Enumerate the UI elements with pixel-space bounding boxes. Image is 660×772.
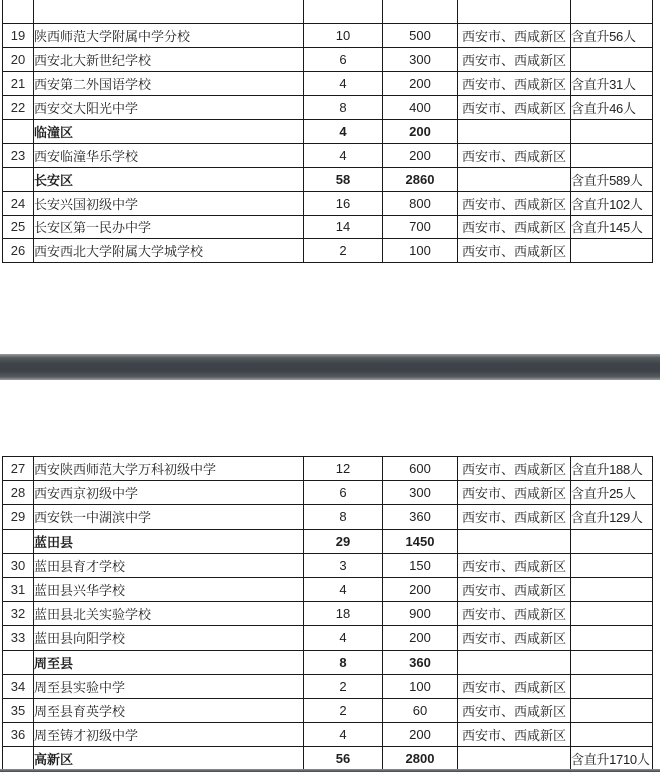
school-name-cell: 周至县 — [34, 650, 304, 674]
class-count-cell: 4 — [304, 723, 383, 747]
school-name-cell: 蓝田县兴华学校 — [34, 577, 304, 601]
student-count-cell: 60 — [383, 698, 458, 722]
class-count-cell: 14 — [304, 215, 383, 239]
region-cell: 西安市、西咸新区 — [458, 602, 571, 626]
table-row — [3, 723, 653, 747]
student-count-cell: 2800 — [383, 747, 458, 771]
region-cell — [458, 529, 571, 553]
school-name-cell: 长安区第一民办中学 — [34, 215, 304, 239]
region-cell: 西安市、西咸新区 — [458, 24, 571, 48]
table-row — [3, 24, 653, 48]
school-name-cell: 西安铁一中湖滨中学 — [34, 505, 304, 529]
school-name-cell: 蓝田县 — [34, 529, 304, 553]
school-name-cell: 西安第二外国语学校 — [34, 72, 304, 96]
region-cell: 西安市、西咸新区 — [458, 191, 571, 215]
class-count-cell: 2 — [304, 239, 383, 263]
school-name-cell: 西安西北大学附属大学城学校 — [34, 239, 304, 263]
row-number-cell: 31 — [3, 577, 34, 601]
note-cell — [571, 698, 653, 722]
student-count-cell: 800 — [383, 191, 458, 215]
school-name-cell: 高新区 — [34, 747, 304, 771]
student-count-cell: 500 — [383, 24, 458, 48]
note-cell — [571, 48, 653, 72]
table-row — [3, 119, 653, 143]
class-count-cell: 8 — [304, 505, 383, 529]
region-cell: 西安市、西咸新区 — [458, 481, 571, 505]
region-cell — [458, 650, 571, 674]
school-name-cell: 西安临潼华乐学校 — [34, 143, 304, 167]
row-number-cell — [3, 650, 34, 674]
document-page-1 — [0, 0, 660, 260]
student-count-cell: 1450 — [383, 529, 458, 553]
row-number-cell: 21 — [3, 72, 34, 96]
row-number-cell: 26 — [3, 239, 34, 263]
region-cell: 西安市、西咸新区 — [458, 96, 571, 120]
clipped-row — [3, 0, 653, 24]
table-row — [3, 167, 653, 191]
class-count-cell: 4 — [304, 577, 383, 601]
note-cell: 含直升25人 — [571, 481, 653, 505]
table-row — [3, 481, 653, 505]
school-name-cell: 周至铸才初级中学 — [34, 723, 304, 747]
table-row — [3, 457, 653, 481]
note-cell: 含直升102人 — [571, 191, 653, 215]
table-row — [3, 577, 653, 601]
table-row — [3, 191, 653, 215]
note-cell: 含直升129人 — [571, 505, 653, 529]
class-count-cell: 2 — [304, 674, 383, 698]
note-cell: 含直升56人 — [571, 24, 653, 48]
region-cell: 西安市、西咸新区 — [458, 698, 571, 722]
student-count-cell: 200 — [383, 119, 458, 143]
row-number-cell: 20 — [3, 48, 34, 72]
table-row — [3, 553, 653, 577]
class-count-cell: 29 — [304, 529, 383, 553]
table-row — [3, 698, 653, 722]
student-count-cell: 200 — [383, 626, 458, 650]
student-count-cell: 900 — [383, 602, 458, 626]
school-name-cell: 长安兴国初级中学 — [34, 191, 304, 215]
school-name-cell: 西安陕西师范大学万科初级中学 — [34, 457, 304, 481]
note-cell — [571, 723, 653, 747]
class-count-cell: 58 — [304, 167, 383, 191]
class-count-cell: 12 — [304, 457, 383, 481]
school-name-cell: 临潼区 — [34, 119, 304, 143]
school-name-cell: 西安北大新世纪学校 — [34, 48, 304, 72]
class-count-cell: 4 — [304, 143, 383, 167]
student-count-cell: 200 — [383, 143, 458, 167]
table-row — [3, 215, 653, 239]
note-cell: 含直升589人 — [571, 167, 653, 191]
document-page-2 — [0, 456, 660, 772]
class-count-cell: 10 — [304, 24, 383, 48]
class-count-cell: 16 — [304, 191, 383, 215]
class-count-cell: 4 — [304, 119, 383, 143]
student-count-cell: 300 — [383, 481, 458, 505]
note-cell — [571, 553, 653, 577]
table-row — [3, 626, 653, 650]
note-cell — [571, 602, 653, 626]
row-number-cell — [3, 167, 34, 191]
table-row — [3, 674, 653, 698]
table-row — [3, 602, 653, 626]
row-number-cell — [3, 529, 34, 553]
note-cell — [571, 577, 653, 601]
school-name-cell: 周至县育英学校 — [34, 698, 304, 722]
table-row — [3, 72, 653, 96]
note-cell — [571, 119, 653, 143]
row-number-cell: 32 — [3, 602, 34, 626]
note-cell: 含直升145人 — [571, 215, 653, 239]
class-count-cell: 4 — [304, 72, 383, 96]
note-cell — [571, 143, 653, 167]
note-cell: 含直升188人 — [571, 457, 653, 481]
note-cell — [571, 239, 653, 263]
school-name-cell: 西安西京初级中学 — [34, 481, 304, 505]
enrollment-table-page2 — [2, 456, 653, 771]
student-count-cell: 600 — [383, 457, 458, 481]
region-cell: 西安市、西咸新区 — [458, 457, 571, 481]
table-row — [3, 529, 653, 553]
region-cell: 西安市、西咸新区 — [458, 505, 571, 529]
note-cell — [571, 650, 653, 674]
class-count-cell: 6 — [304, 48, 383, 72]
table-row — [3, 650, 653, 674]
row-number-cell: 27 — [3, 457, 34, 481]
school-name-cell: 蓝田县北关实验学校 — [34, 602, 304, 626]
student-count-cell: 200 — [383, 723, 458, 747]
class-count-cell: 6 — [304, 481, 383, 505]
region-cell — [458, 747, 571, 771]
student-count-cell: 100 — [383, 674, 458, 698]
region-cell: 西安市、西咸新区 — [458, 72, 571, 96]
note-cell — [571, 674, 653, 698]
school-name-cell: 西安交大阳光中学 — [34, 96, 304, 120]
enrollment-table-page1 — [2, 0, 653, 263]
student-count-cell: 200 — [383, 72, 458, 96]
student-count-cell: 400 — [383, 96, 458, 120]
student-count-cell: 200 — [383, 577, 458, 601]
region-cell: 西安市、西咸新区 — [458, 723, 571, 747]
row-number-cell: 34 — [3, 674, 34, 698]
table-row — [3, 48, 653, 72]
school-name-cell: 周至县实验中学 — [34, 674, 304, 698]
note-cell: 含直升46人 — [571, 96, 653, 120]
region-cell: 西安市、西咸新区 — [458, 143, 571, 167]
school-name-cell: 蓝田县向阳学校 — [34, 626, 304, 650]
row-number-cell: 25 — [3, 215, 34, 239]
school-name-cell: 陕西师范大学附属中学分校 — [34, 24, 304, 48]
class-count-cell: 56 — [304, 747, 383, 771]
region-cell: 西安市、西咸新区 — [458, 553, 571, 577]
class-count-cell: 18 — [304, 602, 383, 626]
note-cell — [571, 529, 653, 553]
row-number-cell: 33 — [3, 626, 34, 650]
class-count-cell: 2 — [304, 698, 383, 722]
region-cell: 西安市、西咸新区 — [458, 48, 571, 72]
row-number-cell: 24 — [3, 191, 34, 215]
school-name-cell: 蓝田县育才学校 — [34, 553, 304, 577]
row-number-cell: 28 — [3, 481, 34, 505]
note-cell: 含直升1710人 — [571, 747, 653, 771]
table-row — [3, 143, 653, 167]
row-number-cell: 36 — [3, 723, 34, 747]
student-count-cell: 2860 — [383, 167, 458, 191]
note-cell — [571, 626, 653, 650]
region-cell — [458, 119, 571, 143]
region-cell: 西安市、西咸新区 — [458, 626, 571, 650]
student-count-cell: 300 — [383, 48, 458, 72]
region-cell: 西安市、西咸新区 — [458, 674, 571, 698]
table-row — [3, 747, 653, 771]
region-cell: 西安市、西咸新区 — [458, 215, 571, 239]
table-row — [3, 505, 653, 529]
student-count-cell: 360 — [383, 505, 458, 529]
class-count-cell: 8 — [304, 650, 383, 674]
student-count-cell: 150 — [383, 553, 458, 577]
school-name-cell: 长安区 — [34, 167, 304, 191]
region-cell: 西安市、西咸新区 — [458, 577, 571, 601]
row-number-cell — [3, 747, 34, 771]
region-cell — [458, 167, 571, 191]
row-number-cell: 29 — [3, 505, 34, 529]
note-cell: 含直升31人 — [571, 72, 653, 96]
table-row — [3, 96, 653, 120]
table-row — [3, 239, 653, 263]
row-number-cell: 19 — [3, 24, 34, 48]
row-number-cell: 35 — [3, 698, 34, 722]
region-cell: 西安市、西咸新区 — [458, 239, 571, 263]
row-number-cell — [3, 119, 34, 143]
student-count-cell: 700 — [383, 215, 458, 239]
row-number-cell: 30 — [3, 553, 34, 577]
page-separator — [0, 354, 660, 380]
class-count-cell: 4 — [304, 626, 383, 650]
student-count-cell: 100 — [383, 239, 458, 263]
class-count-cell: 8 — [304, 96, 383, 120]
row-number-cell: 22 — [3, 96, 34, 120]
row-number-cell: 23 — [3, 143, 34, 167]
class-count-cell: 3 — [304, 553, 383, 577]
student-count-cell: 360 — [383, 650, 458, 674]
